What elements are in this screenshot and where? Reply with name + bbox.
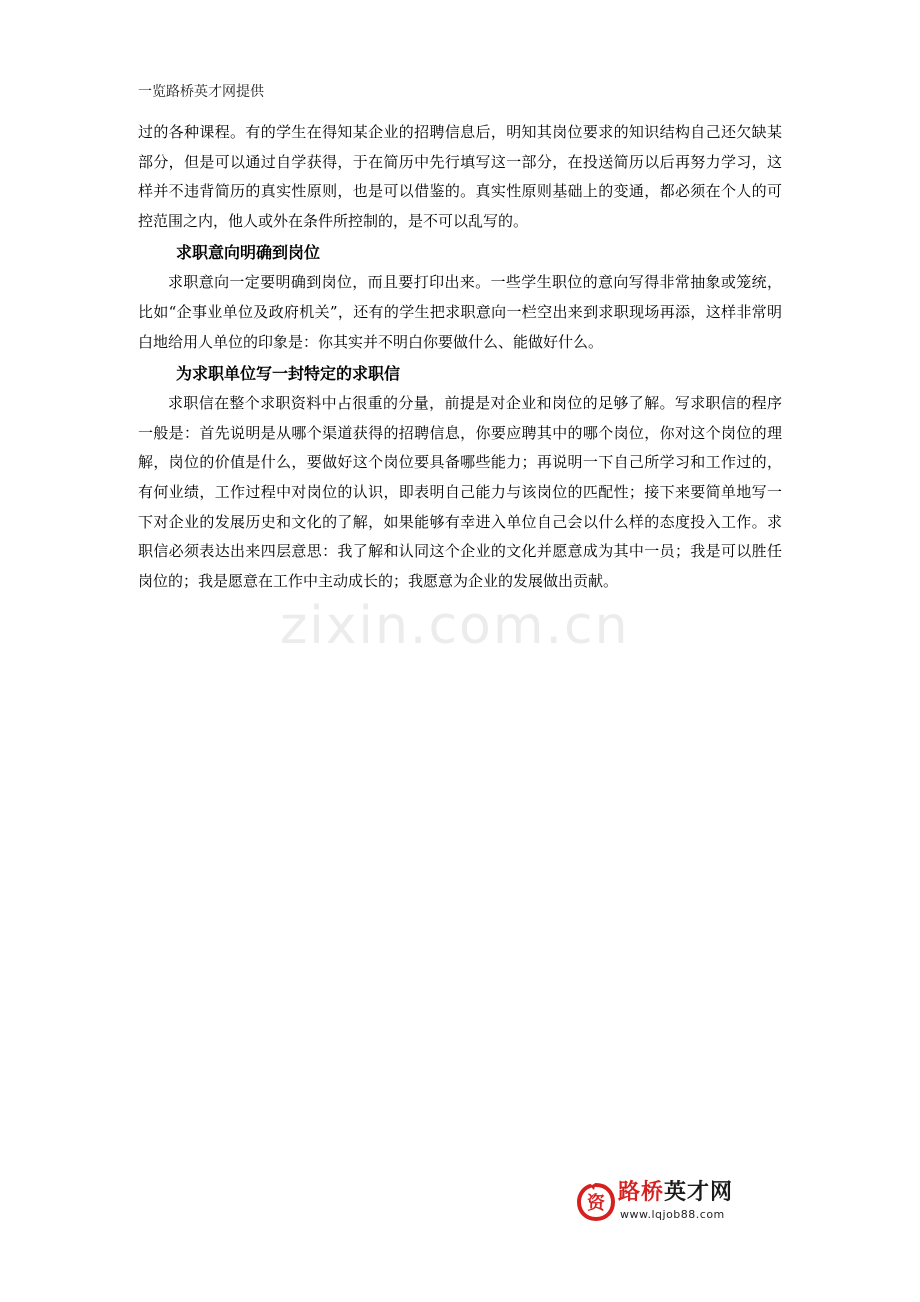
logo-mark-glyph: 资 [587,1193,605,1214]
section-heading-cover-letter: 为求职单位写一封特定的求职信 [176,364,401,384]
paragraph-job-intention: 求职意向一定要明确到岗位，而且要打印出来。一些学生职位的意向写得非常抽象或笼统，比如“企事业单位及政府机关”，还有的学生把求职意向一栏空出来到求职现场再添，这样非常明白地给用人单位的印象是：你其实并不明白你要做什么、能做好什么。 [138,273,782,351]
paragraph-cover-letter: 求职信在整个求职资料中占很重的分量，前提是对企业和岗位的足够了解。写求职信的程序一般是：首先说明是从哪个渠道获得的招聘信息，你要应聘其中的哪个岗位，你对这个岗位的理解，岗位的价值是什么，要做好这个岗位要具备哪些能力；再说明一下自己所学习和工作过的，有何业绩，工作过程中对岗位的认识，即表明自己能力与该岗位的匹配性；接下来要简单地写一下对企业的发展历史和文化的了解，如果能够有幸进入单位自己会以什么样的态度投入工作。求职信必须表达出来四层意思：我了解和认同这个企业的文化并愿意成为其中一员；我是可以胜任岗位的；我是愿意在工作中主动成长的；我愿意为企业的发展做出贡献。 [138,394,782,590]
logo-name-part1: 路桥 [618,1180,665,1205]
logo-mark-icon [576,1182,616,1222]
logo-name [618,1180,733,1206]
document-body [138,118,782,596]
site-logo[interactable] [576,1178,776,1228]
logo-name-part2: 英才网 [664,1180,734,1205]
logo-url: www.lqjob88.com [620,1208,725,1221]
paragraph-intro: 过的各种课程。有的学生在得知某企业的招聘信息后，明知其岗位要求的知识结构自己还欠缺某部分，但是可以通过自学获得，于在简历中先行填写这一部分，在投送简历以后再努力学习，这样并不违背简历的真实性原则，也是可以借鉴的。真实性原则基础上的变通，都必须在个人的可控范围之内，他人或外在条件所控制的，是不可以乱写的。 [138,123,782,230]
section-heading-job-intention: 求职意向明确到岗位 [176,243,321,263]
header-note: 一览路桥英才网提供 [138,84,264,100]
watermark: zixin.com.cn [280,596,630,656]
